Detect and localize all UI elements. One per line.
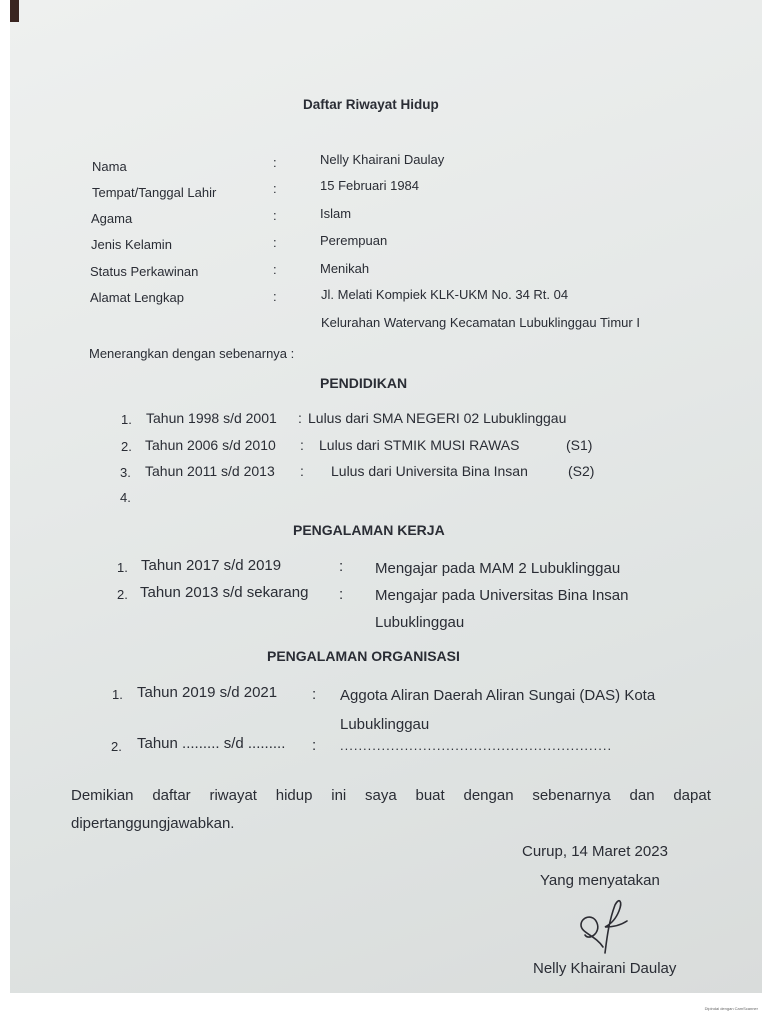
org-num-2: 2. — [111, 739, 122, 754]
closing-line-2: dipertanggungjawabkan. — [71, 815, 235, 832]
document-title: Daftar Riwayat Hidup — [303, 97, 439, 112]
edu-num-2: 2. — [121, 439, 132, 454]
work-period-1: Tahun 2017 s/d 2019 — [141, 557, 282, 574]
edu-num-4: 4. — [120, 490, 131, 505]
closing-word: sebenarnya — [532, 787, 611, 804]
signer-role: Yang menyatakan — [540, 872, 660, 889]
label-status: Status Perkawinan — [90, 264, 199, 279]
intro-text: Menerangkan dengan sebenarnya : — [89, 346, 295, 361]
closing-word: dapat — [673, 787, 711, 804]
edu-desc-3: Lulus dari Universita Bina Insan — [331, 463, 528, 479]
closing-word: ini — [331, 787, 347, 804]
work-desc-2: Mengajar pada Universitas Bina Insan — [375, 587, 629, 604]
org-desc-1: Aggota Aliran Daerah Aliran Sungai (DAS) Kota — [340, 687, 656, 704]
org-desc-2: ........................................................... — [340, 738, 613, 753]
edu-desc-2: Lulus dari STMIK MUSI RAWAS — [319, 437, 520, 453]
closing-word: daftar — [152, 787, 191, 804]
edu-sep-2: : — [300, 437, 304, 453]
work-sep-1: : — [339, 558, 344, 575]
edu-level-3: (S2) — [568, 463, 595, 479]
closing-word: dan — [629, 787, 655, 804]
work-sep-2: : — [339, 586, 344, 603]
edu-level-2: (S1) — [566, 437, 593, 453]
closing-word: hidup — [275, 787, 313, 804]
edu-num-3: 3. — [120, 465, 131, 480]
label-ttl: Tempat/Tanggal Lahir — [92, 185, 217, 200]
sep-alamat: : — [273, 289, 277, 304]
value-alamat-line2: Kelurahan Watervang Kecamatan Lubuklinggau Timur I — [321, 315, 640, 330]
org-period-2: Tahun ......... s/d ......... — [137, 735, 286, 752]
scanner-watermark: Dipindai dengan CamScanner — [704, 1006, 758, 1011]
sep-nama: : — [273, 155, 277, 170]
sep-jenis-kelamin: : — [273, 235, 277, 250]
org-period-1: Tahun 2019 s/d 2021 — [137, 684, 278, 701]
heading-kerja: PENGALAMAN KERJA — [293, 522, 445, 538]
closing-word: dengan — [463, 787, 514, 804]
org-sep-2: : — [312, 737, 317, 754]
org-sep-1: : — [312, 686, 317, 703]
value-alamat: Jl. Melati Kompiek KLK-UKM No. 34 Rt. 04 — [321, 287, 569, 302]
label-jenis-kelamin: Jenis Kelamin — [91, 237, 172, 252]
edu-period-3: Tahun 2011 s/d 2013 — [145, 463, 275, 479]
handwritten-signature — [575, 895, 635, 957]
label-nama: Nama — [92, 159, 127, 174]
org-num-1: 1. — [112, 687, 123, 702]
heading-pendidikan: PENDIDIKAN — [320, 375, 408, 391]
closing-word: Demikian — [71, 787, 134, 804]
closing-word: buat — [415, 787, 445, 804]
work-num-2: 2. — [117, 587, 128, 602]
edu-sep-1: : — [298, 410, 302, 426]
edu-num-1: 1. — [121, 412, 132, 427]
closing-word: saya — [365, 787, 397, 804]
heading-organisasi: PENGALAMAN ORGANISASI — [267, 648, 460, 664]
closing-line-1 — [71, 787, 711, 804]
edu-desc-1: Lulus dari SMA NEGERI 02 Lubuklinggau — [308, 410, 567, 426]
signer-name: Nelly Khairani Daulay — [533, 960, 677, 977]
closing-word: riwayat — [209, 787, 257, 804]
sep-status: : — [273, 262, 277, 277]
work-num-1: 1. — [117, 560, 128, 575]
work-period-2: Tahun 2013 s/d sekarang — [140, 584, 309, 601]
label-alamat: Alamat Lengkap — [90, 290, 184, 305]
work-desc-1: Mengajar pada MAM 2 Lubuklinggau — [375, 560, 621, 577]
value-jenis-kelamin: Perempuan — [320, 233, 388, 248]
work-desc-2-line2: Lubuklinggau — [375, 614, 465, 631]
value-ttl: 15 Februari 1984 — [320, 178, 420, 193]
edu-period-2: Tahun 2006 s/d 2010 — [145, 437, 276, 453]
edu-period-1: Tahun 1998 s/d 2001 — [146, 410, 277, 426]
org-desc-1-line2: Lubuklinggau — [340, 716, 430, 733]
scan-edge-mark — [10, 0, 19, 22]
value-status: Menikah — [320, 261, 370, 276]
value-nama: Nelly Khairani Daulay — [320, 152, 445, 167]
edu-sep-3: : — [300, 463, 304, 479]
place-date: Curup, 14 Maret 2023 — [522, 843, 668, 860]
value-agama: Islam — [320, 206, 352, 221]
label-agama: Agama — [91, 211, 133, 226]
sep-agama: : — [273, 208, 277, 223]
sep-ttl: : — [273, 181, 277, 196]
